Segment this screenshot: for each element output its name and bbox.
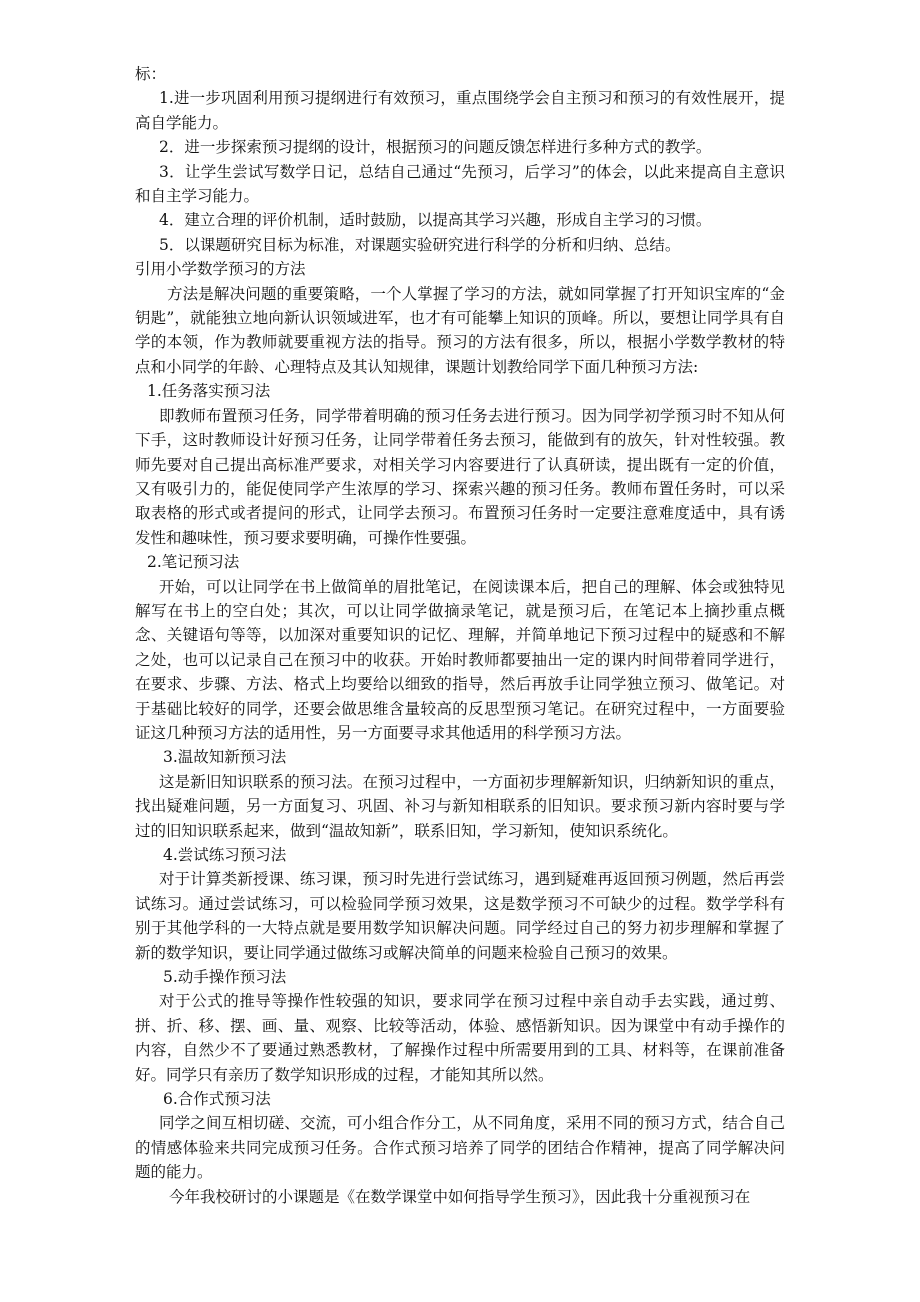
intro-paragraph: 方法是解决问题的重要策略，一个人掌握了学习的方法，就如同掌握了打开知识宝库的“金钥匙”，就能独立地向新认识领域进军，也才有可能攀上知识的顶峰。所以，要想让同学具有自学的本领，作为教师就要重视方法的指导。预习的方法有很多，所以，根据小学数学教材的特点和小同学的年龄、心理特点及其认知规律，课题计划教给同学下面几种预习方法:: [135, 284, 785, 376]
method-title-3: 3.温故知新预习法: [163, 748, 287, 767]
closing-fragment: 今年我校研讨的小课题是《在数学课堂中如何指导学生预习》，因此我十分重视预习在: [169, 1187, 751, 1206]
method-title-5: 5.动手操作预习法: [163, 968, 287, 987]
goal-item-5: 5．以课题研究目标为标准，对课题实验研究进行科学的分析和归纳、总结。: [159, 235, 681, 254]
goal-item-2: 2．进一步探索预习提纲的设计，根据预习的问题反馈怎样进行多种方式的教学。: [159, 138, 712, 157]
method-text-5: 对于公式的推导等操作性较强的知识，要求同学在预习过程中亲自动手去实践，通过剪、拼、折、移、摆、画、量、观察、比较等活动，体验、感悟新知识。因为课堂中有动手操作的内容，自然少不了要通过熟悉教材，了解操作过程中所需要用到的工具、材料等，在课前准备好。同学只有亲历了数学知识形成的过程，才能知其所以然。: [135, 992, 785, 1084]
method-title-6: 6.合作式预习法: [163, 1090, 271, 1109]
section-title: 引用小学数学预习的方法: [135, 260, 306, 279]
goal-item-1: 1.进一步巩固利用预习提纲进行有效预习，重点围绕学会自主预习和预习的有效性展开，提高自学能力。: [135, 89, 785, 132]
goal-item-4: 4．建立合理的评价机制，适时鼓励，以提高其学习兴趣，形成自主学习的习惯。: [159, 211, 712, 230]
method-text-2: 开始，可以让同学在书上做简单的眉批笔记，在阅读课本后，把自己的理解、体会或独特见解写在书上的空白处；其次，可以让同学做摘录笔记，就是预习后，在笔记本上摘抄重点概念、关键语句等等，以加深对重要知识的记忆、理解，并简单地记下预习过程中的疑惑和不解之处，也可以记录自己在预习中的收获。开始时教师都要抽出一定的课内时间带着同学进行，在要求、步骤、方法、格式上均要给以细致的指导，然后再放手让同学独立预习、做笔记。对于基础比较好的同学，还要会做思维含量较高的反思型预习笔记。在研究过程中，一方面要验证这几种预习方法的适用性，另一方面要寻求其他适用的科学预习方法。: [135, 577, 785, 742]
method-text-3: 这是新旧知识联系的预习法。在预习过程中，一方面初步理解新知识，归纳新知识的重点，找出疑难问题，另一方面复习、巩固、补习与新知相联系的旧知识。要求预习新内容时要与学过的旧知识联系起来，做到“温故知新”，联系旧知，学习新知，使知识系统化。: [135, 772, 785, 840]
method-title-1: 1.任务落实预习法: [147, 382, 271, 401]
document-page: [135, 62, 785, 1209]
method-text-1: 即教师布置预习任务，同学带着明确的预习任务去进行预习。因为同学初学预习时不知从何下手，这时教师设计好预习任务，让同学带着任务去预习，能做到有的放矢，针对性较强。教师先要对自己提出高标准严要求，对相关学习内容要进行了认真研读，提出既有一定的价值，又有吸引力的，能促使同学产生浓厚的学习、探索兴趣的预习任务。教师布置任务时，可以采取表格的形式或者提问的形式，让同学去预习。布置预习任务时一定要注意难度适中，具有诱发性和趣味性，预习要求要明确，可操作性要强。: [135, 406, 785, 547]
method-title-2: 2.笔记预习法: [147, 553, 240, 572]
opening-fragment: 标：: [135, 65, 167, 83]
method-text-4: 对于计算类新授课、练习课，预习时先进行尝试练习，遇到疑难再返回预习例题，然后再尝试练习。通过尝试练习，可以检验同学预习效果，这是数学预习不可缺少的过程。数学学科有别于其他学科的一大特点就是要用数学知识解决问题。同学经过自己的努力初步理解和掌握了新的数学知识，要让同学通过做练习或解决简单的问题来检验自己预习的效果。: [135, 870, 785, 962]
method-title-4: 4.尝试练习预习法: [163, 846, 287, 864]
method-text-6: 同学之间互相切磋、交流，可小组合作分工，从不同角度，采用不同的预习方式，结合自己的情感体验来共同完成预习任务。合作式预习培养了同学的团结合作精神，提高了同学解决问题的能力。: [135, 1114, 785, 1182]
goal-item-3: 3．让学生尝试写数学日记，总结自己通过“先预习，后学习”的体会，以此来提高自主意识和自主学习能力。: [135, 162, 785, 206]
